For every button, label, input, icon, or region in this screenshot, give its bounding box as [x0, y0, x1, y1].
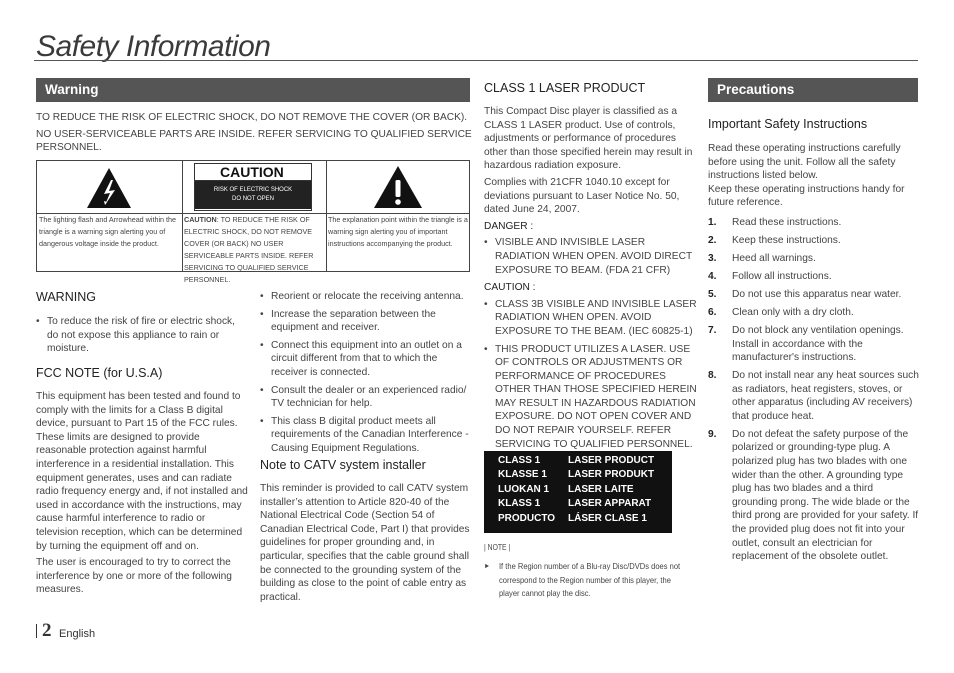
laser-class: KLASSE 1 [498, 469, 547, 480]
lightning-cell [37, 161, 182, 213]
laser-caution-label: CAUTION : [484, 282, 536, 294]
instruction-text: Keep these instructions. [732, 234, 841, 246]
laser-product-text: LÁSER CLASE 1 [568, 513, 647, 524]
exclamation-triangle-icon [326, 161, 469, 213]
laser-product-label [484, 451, 672, 533]
instruction-number: 4. [708, 270, 717, 282]
note-block [484, 560, 682, 601]
instruction-number: 1. [708, 217, 717, 228]
instruction-text: Read these instructions. [732, 217, 842, 228]
instruction-item [708, 234, 920, 248]
page-number: 2 [42, 620, 52, 641]
interference-measures [260, 290, 472, 460]
instruction-item [708, 369, 920, 423]
measure-item: • Reorient or relocate the receiving antenna. [260, 290, 472, 304]
laser-product-text: LASER PRODUKT [568, 469, 655, 480]
lightning-triangle-icon [37, 161, 182, 213]
laser-product-text: LASER APPARAT [568, 498, 652, 509]
warning-section-bar [36, 78, 470, 102]
catv-text: This reminder is provided to call CATV system installer’s attention to Article 820-40 of the National Electrical Code (Section 54 of Canadian Electrical Code, Part I) that provides guidelines for proper grounding and, in particular, specifies that the cable ground shall be connected to the grounding system of the building as close to the point of cable entry as practical. [260, 483, 470, 603]
instruction-number: 6. [708, 306, 717, 318]
laser-caution-bullet: • THIS PRODUCT UTILIZES A LASER. USE OF CONTROLS OR ADJUSTMENTS OR PERFORMANCE OF PROCEDURES OTHER THAN THOSE SPECIFIED HEREIN MAY RESULT IN HAZARDOUS RADIATION EXPOSURE. DO NOT OPEN COVER AND DO NOT REPAIR YOURSELF. REFER SERVICING TO QUALIFIED PERSONNEL. [484, 343, 698, 452]
laser-label-row [498, 497, 652, 511]
warning-intro-line-2: NO USER-SERVICEABLE PARTS ARE INSIDE. REFER SERVICING TO QUALIFIED SERVICE PERSONNEL. [36, 128, 472, 154]
laser-label-row [498, 468, 655, 482]
page-language: English [59, 628, 96, 640]
warning-heading: WARNING [36, 290, 96, 304]
catv-heading: Note to CATV system installer [260, 458, 426, 472]
measure-item: • This class B digital product meets all requirements of the Canadian Interference - Causing Equipment Regulations. [260, 415, 472, 456]
precautions-intro-2: Keep these operating instructions handy for future reference. [708, 183, 905, 209]
fcc-body [36, 390, 248, 597]
instruction-item [708, 324, 920, 365]
instruction-number: 5. [708, 288, 717, 300]
laser-class: PRODUCTO [498, 513, 556, 524]
instruction-text: Clean only with a dry cloth. [732, 306, 854, 318]
laser-paragraph-1: This Compact Disc player is classified as a CLASS 1 LASER product. Use of controls, adjustments or performance of procedures other than those specified herein may result in hazardous radiation exposure. [484, 106, 693, 172]
warning-list [36, 315, 248, 360]
safety-instruction-list [708, 216, 920, 564]
fcc-paragraph-2: The user is encouraged to try to correct the interference by one or more of the following measures. [36, 557, 232, 596]
laser-product-text: LASER LAITE [568, 484, 634, 495]
instruction-text: Heed all warnings. [732, 252, 816, 264]
safety-instructions-heading: Important Safety Instructions [708, 117, 868, 131]
caution-label-cell [182, 161, 326, 213]
warning-bar-label: Warning [45, 82, 99, 97]
caution-subtext [195, 181, 311, 209]
caution-description-text: : TO REDUCE THE RISK OF ELECTRIC SHOCK, DO NOT REMOVE COVER (OR BACK) NO USER SERVICEABLE PARTS INSIDE. REFER SERVICING TO QUALIFIED SERVICE PERSONNEL. [184, 215, 314, 284]
laser-body [484, 105, 698, 455]
instruction-text: Do not defeat the safety purpose of the polarized or grounding-type plug. A polarized plug has two blades with one wider than the other. A grounding type plug has two blades and a third grounding prong. The wide blade or the third prong are provided for your safety. If the provided plug does not fit into your outlet, consult an electrician for replacement of the obsolete outlet. [732, 428, 919, 563]
precautions-section-bar [708, 78, 918, 102]
instruction-text: Follow all instructions. [732, 270, 832, 282]
instruction-text: Do not install near any heat sources such as radiators, heat registers, stoves, or other apparatus (including AV receivers) that produce heat. [732, 370, 919, 422]
instruction-text: Do not use this apparatus near water. [732, 288, 902, 300]
caution-label [194, 163, 312, 211]
laser-product-text: LASER PRODUCT [568, 455, 655, 466]
laser-caution-bullet: • CLASS 3B VISIBLE AND INVISIBLE LASER RADIATION WHEN OPEN. AVOID EXPOSURE TO THE BEAM. (IEC 60825-1) [484, 298, 698, 339]
instruction-item [708, 216, 920, 230]
fcc-heading: FCC NOTE (for U.S.A) [36, 366, 163, 380]
note-label: | NOTE | [484, 543, 511, 552]
instruction-number: 8. [708, 370, 717, 382]
instruction-number: 2. [708, 234, 717, 246]
exclamation-cell [326, 161, 469, 213]
laser-class: LUOKAN 1 [498, 484, 550, 495]
fcc-paragraph-1: This equipment has been tested and found to comply with the limits for a Class B digital device, pursuant to Part 15 of the FCC rules. These limits are designed to provide reasonable protection against harmful interference in a residential installation. This equipment generates, uses and can radiate radio frequency energy and, if not installed and used in accordance with the instructions, may cause harmful interference to radio or television reception, which can be determined by turning the equipment off and on. [36, 391, 248, 552]
instruction-text: Do not block any ventilation openings. Install in accordance with the manufacturer's instructions. [732, 324, 904, 364]
caution-sub-line-2: DO NOT OPEN [232, 196, 274, 202]
measure-item: • Connect this equipment into an outlet on a circuit different from that to which the receiver is connected. [260, 339, 472, 380]
caution-symbol-table [36, 160, 470, 284]
measure-item: • Consult the dealer or an experienced radio/ TV technician for help. [260, 384, 472, 411]
instruction-number: 3. [708, 252, 717, 264]
instruction-number: 7. [708, 324, 717, 336]
note-arrow-icon: ► [484, 563, 491, 570]
laser-heading: CLASS 1 LASER PRODUCT [484, 81, 646, 95]
instruction-number: 9. [708, 428, 717, 440]
instruction-item [708, 306, 920, 320]
title-divider [34, 60, 918, 61]
precautions-intro [708, 142, 918, 210]
caution-description-bold: CAUTION [184, 215, 217, 224]
instruction-item [708, 288, 920, 302]
precautions-intro-1: Read these operating instructions carefully before using the unit. Follow all the safety instructions listed below. [708, 143, 901, 182]
warning-intro-line-1: TO REDUCE THE RISK OF ELECTRIC SHOCK, DO NOT REMOVE THE COVER (OR BACK). [36, 112, 468, 123]
precautions-bar-label: Precautions [717, 82, 795, 97]
exclamation-description: The explanation point within the triangle is a warning sign alerting you of important instructions accompanying the product. [328, 215, 468, 248]
laser-label-row [498, 454, 655, 468]
note-text: If the Region number of a Blu-ray Disc/DVDs does not correspond to the Region number of this player, the player cannot play the disc. [498, 561, 681, 598]
measure-item: • Increase the separation between the equipment and receiver. [260, 308, 472, 335]
page-title: Safety Information [36, 30, 271, 63]
caution-sub-line-1: RISK OF ELECTRIC SHOCK [213, 187, 293, 193]
laser-paragraph-2: Complies with 21CFR 1040.10 except for deviations pursuant to Laser Notice No. 50, dated June 24, 2007. [484, 176, 680, 216]
warning-intro [36, 111, 472, 155]
instruction-item [708, 428, 920, 564]
instruction-item [708, 270, 920, 284]
instruction-item [708, 252, 920, 266]
laser-label-row [498, 483, 634, 497]
laser-class: CLASS 1 [498, 455, 541, 466]
warning-bullet: • To reduce the risk of fire or electric shock, do not expose this appliance to rain or moisture. [36, 315, 248, 356]
danger-label: DANGER : [484, 220, 534, 232]
danger-bullet: • VISIBLE AND INVISIBLE LASER RADIATION WHEN OPEN. AVOID DIRECT EXPOSURE TO BEAM. (FDA 21 CFR) [484, 236, 698, 277]
lightning-description: The lighting flash and Arrowhead within the triangle is a warning sign alerting you of dangerous voltage inside the product. [39, 215, 177, 248]
laser-label-row [498, 512, 647, 526]
laser-class: KLASS 1 [498, 498, 541, 509]
caution-heading: CAUTION [195, 164, 311, 181]
page-number-divider [36, 624, 37, 638]
caution-description [184, 214, 325, 286]
